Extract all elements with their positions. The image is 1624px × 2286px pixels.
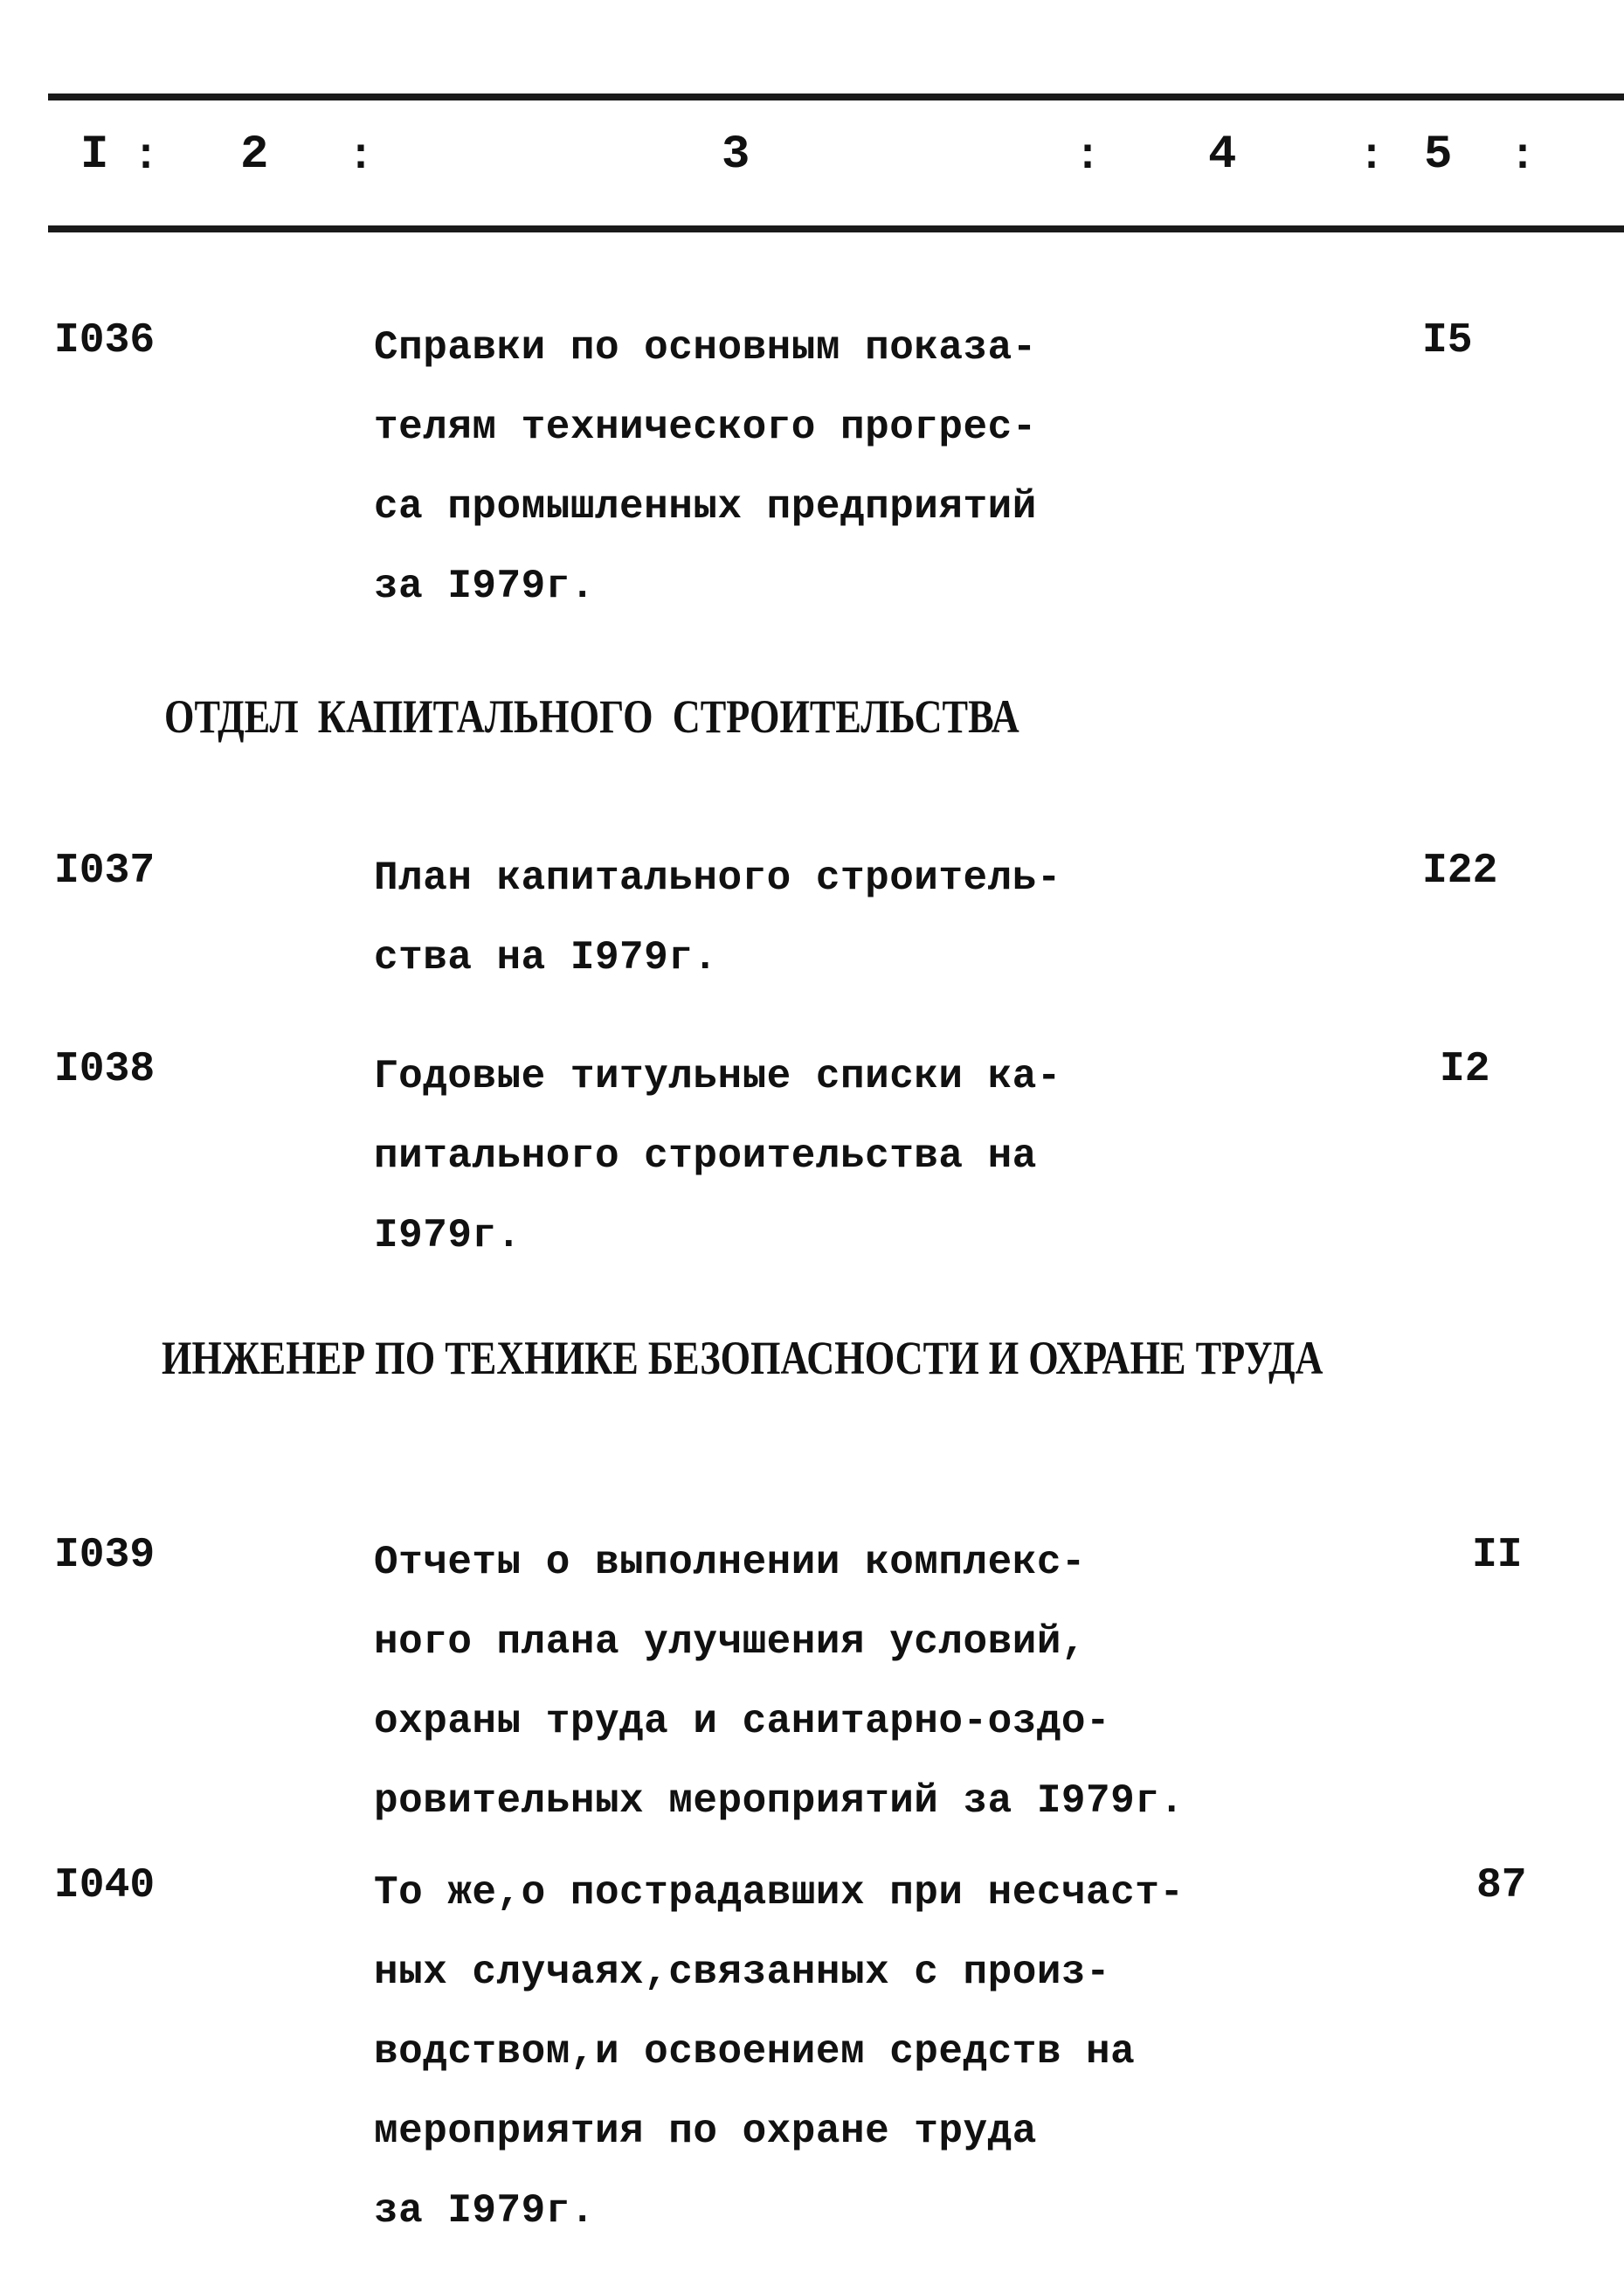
entry-description-line: за I979г.: [374, 2188, 595, 2234]
column-separator: :: [348, 132, 375, 182]
column-header-5: 5: [1424, 128, 1453, 182]
entry-description-line: ровительных мероприятий за I979г.: [374, 1778, 1185, 1824]
entry-description-line: охраны труда и санитарно-оздо-: [374, 1699, 1111, 1744]
entry-description-line: за I979г.: [374, 564, 595, 609]
entry-description-line: План капитального строитель-: [374, 856, 1061, 901]
entry-sheet-count: II: [1472, 1532, 1523, 1579]
entry-description-line: телям технического прогрес-: [374, 405, 1037, 450]
entry-description-line: питального строительства на: [374, 1133, 1037, 1179]
entry-description-line: Отчеты о выполнении комплекс-: [374, 1540, 1087, 1585]
column-separator: :: [1075, 132, 1102, 182]
entry-number: I036: [54, 317, 155, 364]
entry-description-line: ного плана улучшения условий,: [374, 1619, 1087, 1665]
entry-description-line: ных случаях,связанных с произ-: [374, 1950, 1111, 1995]
entry-description: [374, 839, 1061, 998]
entry-description-line: водством,и освоением средств на: [374, 2029, 1136, 2075]
entry-description-line: ства на I979г.: [374, 935, 718, 980]
entry-description: [374, 308, 1037, 627]
column-separator: :: [1510, 132, 1537, 182]
header-top-rule: [48, 94, 1624, 100]
entry-sheet-count: 87: [1476, 1862, 1527, 1909]
entry-number: I039: [54, 1532, 155, 1579]
entry-description: [374, 1037, 1061, 1276]
column-header-4: 4: [1208, 128, 1237, 182]
entry-description-line: Справки по основным показа-: [374, 325, 1037, 371]
entry-sheet-count: I22: [1422, 848, 1498, 895]
entry-number: I037: [54, 848, 155, 895]
entry-description-line: То же,о пострадавших при несчаст-: [374, 1870, 1185, 1915]
entry-description: [374, 1853, 1184, 2251]
entry-number: I038: [54, 1046, 155, 1093]
column-separator: :: [133, 132, 160, 182]
column-header-3: 3: [722, 128, 750, 182]
entry-description-line: мероприятия по охране труда: [374, 2109, 1037, 2154]
entry-sheet-count: I2: [1440, 1046, 1490, 1093]
column-header-1: I: [80, 128, 109, 182]
header-bottom-rule: [48, 225, 1624, 232]
column-separator: :: [1358, 132, 1386, 182]
entry-sheet-count: I5: [1422, 317, 1473, 364]
entry-description: [374, 1523, 1184, 1841]
entry-description-line: Годовые титульные списки ка-: [374, 1054, 1061, 1099]
entry-description-line: са промышленных предприятий: [374, 484, 1037, 530]
entry-description-line: I979г.: [374, 1213, 522, 1258]
entry-number: I040: [54, 1862, 155, 1909]
column-header-2: 2: [240, 128, 269, 182]
section-heading: ОТДЕЛ КАПИТАЛЬНОГО СТРОИТЕЛЬСТВА: [164, 690, 1019, 743]
section-heading: ИНЖЕНЕР ПО ТЕХНИКЕ БЕЗОПАСНОСТИ И ОХРАНЕ ТРУДА: [162, 1332, 1323, 1384]
